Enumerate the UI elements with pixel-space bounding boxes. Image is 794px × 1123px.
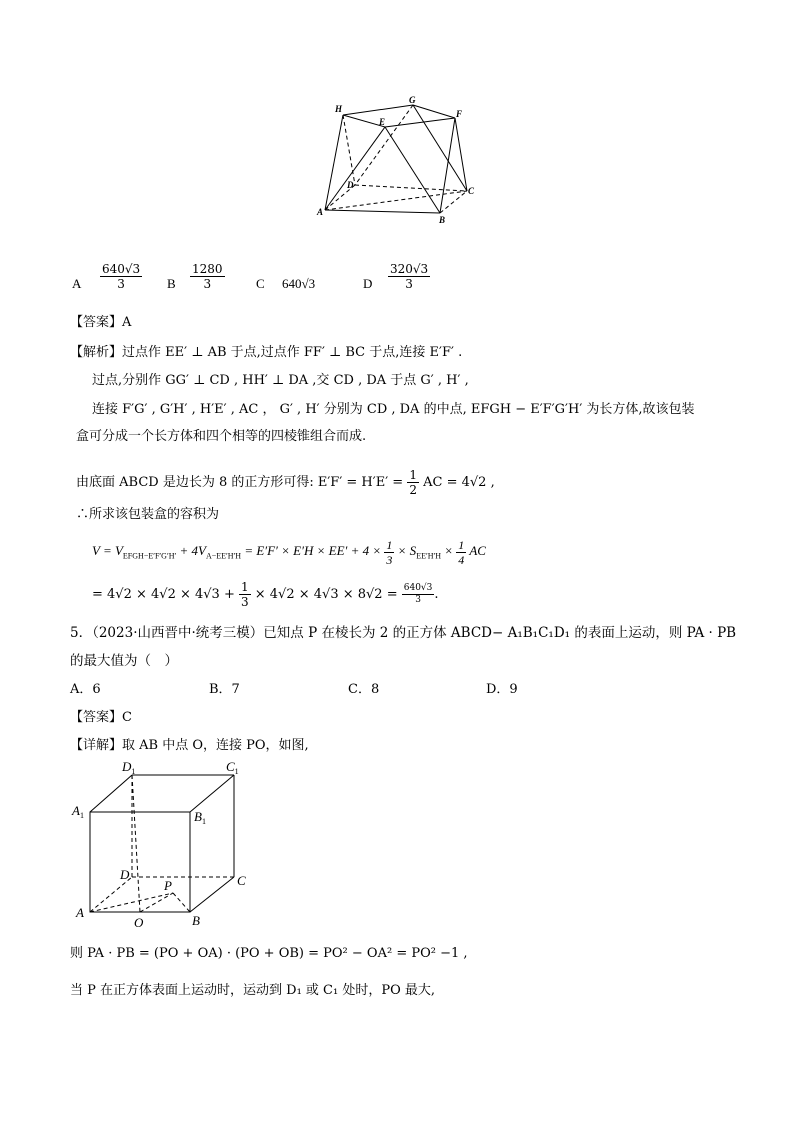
analysis4-line4: 盒可分成一个长方体和四个相等的四棱锥组合而成. [76,429,367,444]
option-b-letter: B [167,276,176,291]
line7-sub3: EE′H′H [416,551,442,561]
option-d-den: 3 [405,277,413,291]
label-F: F [456,109,463,119]
analysis4-line7 [92,534,486,574]
cube-label-D: D [120,867,130,882]
line8-frac-den: 3 [240,595,249,609]
analysis4-line6: ∴所求该包装盒的容积为 [76,507,220,522]
option-c-letter: C [256,276,265,291]
question5-option-d: D．9 [486,682,518,697]
option-a-den: 3 [117,277,125,291]
option-d-num: 320√3 [390,262,429,276]
label-C: C [468,186,475,196]
option-c-value: 640√3 [282,276,316,291]
label-H: H [335,104,343,114]
line7a: V = V [92,543,123,558]
analysis4-line5b: AC = 4√2 , [423,475,495,490]
analysis4-line1 [70,344,462,362]
question5-option-b: B．7 [209,682,240,697]
cube-label-A1: $A_1$ [72,803,84,820]
cube-label-A: A [76,905,84,920]
line8-frac2-num: 640√3 [403,583,433,593]
analysis4-line5a: 由底面 ABCD 是边长为 8 的正方形可得: E′F′ = H′E′ = [76,475,404,490]
option-d-value [388,262,430,291]
cube-label-D1: $D_1$ [122,759,136,776]
analysis4-line2: 过点,分别作 GG′ ⊥ CD , HH′ ⊥ DA ,交 CD , DA 于点 G′ , H′ , [92,373,469,388]
line7-frac2-num: 1 [458,537,465,552]
detail5-tag: 【详解】 [70,738,123,753]
line5-frac-num: 1 [409,468,417,482]
cube-label-P: P [164,878,172,893]
cube-label-O: O [134,915,144,930]
option-b-value [190,262,225,291]
option-b-num: 1280 [192,262,223,276]
package-box-figure [315,95,485,230]
line7-frac2-den: 4 [458,552,465,567]
option-a-value [100,262,142,291]
question5-line1: 5．（2023·山西晋中·统考三模）已知点 P 在棱长为 2 的正方体 ABCD− A₁B₁C₁D₁ 的表面上运动，则 PA · PB [70,625,737,641]
option-a-num: 640√3 [102,262,141,276]
label-E: E [379,117,386,127]
option-d-letter: D [363,276,373,291]
line7b: + 4V [179,543,206,558]
analysis4-line5 [76,466,495,500]
cube-label-B1: $B_1$ [194,809,206,826]
line8-frac2-den: 3 [415,595,421,605]
question5-option-a: A．6 [70,682,101,697]
answer5-value: C [122,710,132,725]
answer5 [70,709,132,727]
label-B: B [439,215,446,225]
option-a-letter: A [72,276,82,291]
answer4 [70,314,131,332]
answer4-value: A [122,315,132,330]
line7e: × [444,543,454,558]
line8-frac-num: 1 [240,580,249,594]
cube-label-C1: $C_1$ [226,759,239,776]
line7-sub2: A−EE′H′H [205,551,242,561]
line8b: × 4√2 × 4√3 × 8√2 = [254,587,398,602]
cube-label-C: C [237,873,246,888]
detail5-line1 [70,737,309,755]
cube-label-B: B [192,913,200,928]
line8a: = 4√2 × 4√2 × 4√3 + [92,587,235,602]
line7-sub1: EFGH−E′F′G′H′ [122,551,177,561]
line8c: . [434,587,439,602]
answer5-tag: 【答案】 [70,710,123,725]
question5-line2: 的最大值为（ ） [70,653,178,669]
analysis4-line3: 连接 F′G′ , G′H′ , H′E′ , AC ， G′ , H′ 分别为 CD , DA 的中点, EFGH − E′F′G′H′ 为长方体,故该包装 [92,402,695,417]
option-b-den: 3 [203,277,212,291]
cube-figure [68,757,258,932]
label-G: G [409,95,416,105]
question5-option-c: C．8 [348,682,380,697]
answer4-tag: 【答案】 [70,315,123,330]
line7d: × S [397,543,417,558]
detail5-line1-text: 取 AB 中点 O，连接 PO，如图, [122,738,309,753]
line7-frac-num: 1 [386,537,393,552]
detail5-line3: 当 P 在正方体表面上运动时，运动到 D₁ 或 C₁ 处时，PO 最大, [70,983,436,998]
line7-frac-den: 3 [386,552,393,567]
label-A: A [317,207,324,217]
line5-frac-den: 2 [409,483,417,497]
line7f: AC [469,543,486,558]
detail5-line2: 则 PA · PB = (PO + OA) · (PO + OB) = PO² − OA² = PO² −1 , [70,946,468,961]
analysis4-tag: 【解析】 [70,345,123,360]
analysis4-line1-text: 过点作 EE′ ⊥ AB 于点,过点作 FF′ ⊥ BC 于点,连接 E′F′ . [122,345,463,360]
line7c: = E′F′ × E′H × EE′ + 4 × [244,543,382,558]
label-D: D [347,180,354,190]
analysis4-line8 [92,578,439,612]
